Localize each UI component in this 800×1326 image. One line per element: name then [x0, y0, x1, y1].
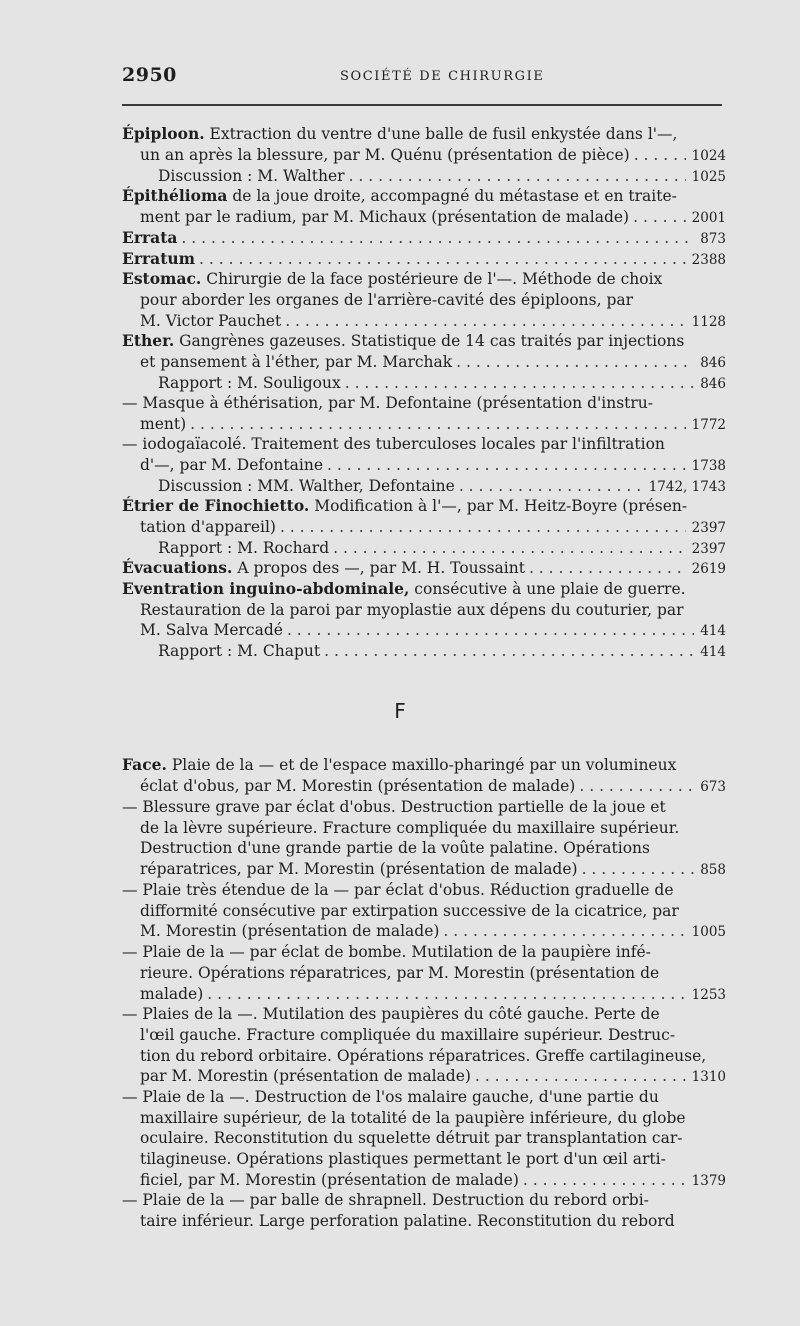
entry-body: malade) — [140, 985, 204, 1003]
dot-leader — [443, 921, 685, 941]
page-reference: 2388 — [691, 252, 726, 268]
index-line — [140, 1066, 726, 1086]
entry-body: d'—, par M. Defontaine — [140, 456, 323, 474]
section-letter-f: F — [394, 699, 406, 723]
entry-body: — iodogaïacolé. Traitement des tuberculoses locales par l'infiltration — [122, 435, 665, 453]
entry-text — [122, 1087, 659, 1107]
entry-body: Restauration de la paroi par myoplastie aux dépens du couturier, par — [140, 601, 684, 619]
index-line — [158, 641, 726, 661]
index-line — [122, 755, 726, 775]
entry-body: M. Victor Pauchet — [140, 312, 282, 330]
index-line — [140, 921, 726, 941]
entry-text — [140, 290, 633, 310]
page-reference: 414 — [700, 644, 726, 660]
entry-body: de la joue droite, accompagné du métastase et en traite- — [227, 187, 677, 205]
index-line — [122, 1190, 726, 1210]
page-reference: 2397 — [691, 520, 726, 536]
entry-body: éclat d'obus, par M. Morestin (présentation de malade) — [140, 777, 576, 795]
entry-heading: Eventration inguino-abdominale, — [122, 579, 410, 598]
dot-leader — [459, 476, 643, 496]
entry-text — [140, 1128, 682, 1148]
entry-text — [122, 942, 651, 962]
entry-text — [122, 1004, 660, 1024]
entry-body: Rapport : M. Rochard — [158, 539, 330, 557]
index-line — [122, 880, 726, 900]
entry-body: M. Salva Mercadé — [140, 621, 283, 639]
page-reference: 1772 — [691, 417, 726, 433]
dot-leader — [333, 538, 686, 558]
index-line — [122, 249, 726, 269]
page-reference: 1253 — [691, 987, 726, 1003]
index-line — [140, 1025, 726, 1045]
entry-text — [140, 1025, 675, 1045]
index-line — [140, 352, 726, 372]
index-line — [140, 1170, 726, 1190]
entry-text — [158, 166, 345, 186]
index-line — [122, 797, 726, 817]
index-line — [122, 393, 726, 413]
page-reference: 414 — [700, 623, 726, 639]
dot-leader — [475, 1066, 686, 1086]
dot-leader — [324, 641, 694, 661]
index-line — [140, 838, 726, 858]
entry-body: de la lèvre supérieure. Fracture compliquée du maxillaire supérieur. — [140, 819, 680, 837]
dot-leader — [280, 517, 686, 537]
page-reference: 846 — [700, 376, 726, 392]
entry-body: oculaire. Reconstitution du squelette détruit par transplantation car- — [140, 1129, 683, 1147]
entry-text — [140, 1211, 675, 1231]
page-reference: 2397 — [691, 541, 726, 557]
page-reference: 1024 — [691, 148, 726, 164]
page-reference: 1742, 1743 — [648, 479, 726, 495]
entry-text — [122, 496, 687, 516]
entry-text — [140, 859, 578, 879]
entry-text — [158, 373, 341, 393]
index-line — [140, 414, 726, 434]
entry-body: Plaie de la — et de l'espace maxillo-pharingé par un volumineux — [166, 756, 677, 774]
entry-body: Destruction d'une grande partie de la voûte palatine. Opérations — [140, 839, 650, 857]
index-line — [140, 963, 726, 983]
index-line — [122, 496, 726, 516]
entry-body: — Plaies de la —. Mutilation des paupières du côté gauche. Perte de — [122, 1005, 660, 1023]
entry-body: — Plaie très étendue de la — par éclat d'obus. Réduction graduelle de — [122, 881, 674, 899]
entry-body: rieure. Opérations réparatrices, par M. Morestin (présentation de — [140, 964, 660, 982]
entry-body: l'œil gauche. Fracture compliquée du maxillaire supérieur. Destruc- — [140, 1026, 676, 1044]
entry-body: Gangrènes gazeuses. Statistique de 14 cas traités par injections — [174, 332, 685, 350]
entry-heading: Évacuations. — [122, 558, 233, 577]
entry-body: Rapport : M. Chaput — [158, 642, 321, 660]
index-line — [122, 579, 726, 599]
entry-heading: Face. — [122, 755, 167, 774]
dot-leader — [190, 414, 686, 434]
index-line — [140, 1211, 726, 1231]
entry-body: maxillaire supérieur, de la totalité de la paupière inférieure, du globe — [140, 1109, 686, 1127]
entry-text — [140, 517, 276, 537]
index-line — [140, 290, 726, 310]
entry-body: Chirurgie de la face postérieure de l'—. Méthode de choix — [201, 270, 663, 288]
entry-body: consécutive à une plaie de guerre. — [409, 580, 686, 598]
index-line — [122, 1087, 726, 1107]
page-reference: 1005 — [691, 924, 726, 940]
dot-leader — [207, 984, 685, 1004]
entry-body: difformité consécutive par extirpation successive de la cicatrice, par — [140, 902, 679, 920]
entry-body: tion du rebord orbitaire. Opérations réparatrices. Greffe cartilagineuse, — [140, 1047, 707, 1065]
index-line — [158, 166, 726, 186]
index-line — [140, 455, 726, 475]
dot-leader — [579, 776, 694, 796]
entry-heading: Épiploon. — [122, 124, 205, 143]
entry-body: Discussion : M. Walther — [158, 167, 345, 185]
entry-text — [122, 1190, 649, 1210]
index-line — [140, 818, 726, 838]
entry-body: — Blessure grave par éclat d'obus. Destruction partielle de la joue et — [122, 798, 666, 816]
index-line — [122, 269, 726, 289]
dot-leader — [523, 1170, 686, 1190]
index-line — [140, 1108, 726, 1128]
index-line — [140, 1149, 726, 1169]
entry-body: un an après la blessure, par M. Quénu (présentation de pièce) — [140, 146, 630, 164]
entry-text — [122, 797, 666, 817]
entry-heading: Erratum — [122, 249, 196, 268]
index-line — [140, 145, 726, 165]
entry-body: Rapport : M. Souligoux — [158, 374, 341, 392]
dot-leader — [181, 228, 694, 248]
index-line — [140, 776, 726, 796]
entry-text — [122, 755, 676, 775]
entry-body: tilagineuse. Opérations plastiques permettant le port d'un œil arti- — [140, 1150, 666, 1168]
entry-heading: Estomac. — [122, 269, 202, 288]
index-line — [140, 901, 726, 921]
dot-leader — [456, 352, 694, 372]
entry-body: Discussion : MM. Walther, Defontaine — [158, 477, 455, 495]
entry-text — [122, 434, 665, 454]
dot-leader — [633, 207, 686, 227]
entry-text — [140, 1066, 471, 1086]
entry-text — [140, 838, 650, 858]
entry-text — [140, 352, 452, 372]
entry-body: ficiel, par M. Morestin (présentation de malade) — [140, 1171, 519, 1189]
entry-text — [122, 331, 684, 351]
entry-body: A propos des —, par M. H. Toussaint — [232, 559, 525, 577]
dot-leader — [345, 373, 695, 393]
dot-leader — [634, 145, 686, 165]
entry-text — [122, 393, 653, 413]
entry-text — [158, 476, 455, 496]
entry-text — [122, 880, 674, 900]
index-line — [122, 558, 726, 578]
page-reference: 846 — [700, 355, 726, 371]
index-line — [140, 207, 726, 227]
index-line — [122, 434, 726, 454]
entry-text — [140, 600, 684, 620]
index-line — [158, 476, 726, 496]
entry-text — [140, 1108, 686, 1128]
entry-text — [122, 186, 677, 206]
entry-heading: Errata — [122, 228, 178, 247]
index-line — [122, 1004, 726, 1024]
entry-text — [140, 145, 630, 165]
page-reference: 1310 — [691, 1069, 726, 1085]
entry-body: réparatrices, par M. Morestin (présentation de malade) — [140, 860, 578, 878]
dot-leader — [199, 249, 686, 269]
page-reference: 1738 — [691, 458, 726, 474]
dot-leader — [349, 166, 686, 186]
entry-body: ment) — [140, 415, 187, 433]
entry-text — [140, 963, 659, 983]
page-reference: 858 — [700, 862, 726, 878]
entry-text — [158, 641, 320, 661]
entry-text — [140, 455, 323, 475]
entry-text — [140, 207, 629, 227]
index-line — [122, 124, 726, 144]
entry-body: et pansement à l'éther, par M. Marchak — [140, 353, 453, 371]
entry-text — [140, 1170, 519, 1190]
header-rule — [122, 104, 722, 106]
entry-body: pour aborder les organes de l'arrière-cavité des épiploons, par — [140, 291, 634, 309]
page-reference: 2001 — [691, 210, 726, 226]
page-reference: 1128 — [691, 314, 726, 330]
entry-body: — Plaie de la —. Destruction de l'os malaire gauche, d'une partie du — [122, 1088, 659, 1106]
entry-body: Extraction du ventre d'une balle de fusil enkystée dans l'—, — [204, 125, 678, 143]
dot-leader — [529, 558, 686, 578]
index-line — [158, 373, 726, 393]
entry-text — [122, 579, 686, 599]
dot-leader — [582, 859, 695, 879]
index-line — [140, 1046, 726, 1066]
entry-body: M. Morestin (présentation de malade) — [140, 922, 440, 940]
index-line — [140, 1128, 726, 1148]
index-line — [140, 620, 726, 640]
entry-body: ment par le radium, par M. Michaux (présentation de malade) — [140, 208, 630, 226]
index-line — [140, 984, 726, 1004]
page-reference: 1379 — [691, 1173, 726, 1189]
page-reference: 2619 — [691, 561, 726, 577]
entry-body: taire inférieur. Large perforation palatine. Reconstitution du rebord — [140, 1212, 675, 1230]
page-number: 2950 — [122, 64, 177, 86]
index-line — [140, 311, 726, 331]
entry-text — [122, 124, 677, 144]
dot-leader — [287, 620, 694, 640]
entry-heading: Ether. — [122, 331, 175, 350]
page-reference: 1025 — [691, 169, 726, 185]
entry-heading: Étrier de Finochietto. — [122, 496, 310, 515]
entry-text — [140, 901, 679, 921]
entry-body: — Plaie de la — par éclat de bombe. Mutilation de la paupière infé- — [122, 943, 651, 961]
index-line — [158, 538, 726, 558]
entry-text — [140, 776, 575, 796]
entry-text — [140, 984, 203, 1004]
entry-text — [140, 620, 283, 640]
index-line — [140, 859, 726, 879]
entry-body: par M. Morestin (présentation de malade) — [140, 1067, 471, 1085]
index-line — [122, 186, 726, 206]
page-reference: 673 — [700, 779, 726, 795]
entry-text — [122, 228, 177, 248]
entry-text — [122, 558, 525, 578]
index-line — [122, 331, 726, 351]
entry-text — [140, 414, 186, 434]
entry-body: Modification à l'—, par M. Heitz-Boyre (présen- — [309, 497, 688, 515]
entry-text — [140, 818, 679, 838]
index-line — [122, 228, 726, 248]
dot-leader — [285, 311, 685, 331]
entry-heading: Épithélioma — [122, 186, 228, 205]
entry-text — [122, 249, 195, 269]
entry-body: tation d'appareil) — [140, 518, 276, 536]
dot-leader — [327, 455, 686, 475]
entry-text — [140, 1149, 666, 1169]
index-line — [140, 517, 726, 537]
running-header-title: SOCIÉTÉ DE CHIRURGIE — [340, 69, 545, 84]
entry-text — [158, 538, 329, 558]
index-line — [140, 600, 726, 620]
entry-text — [140, 1046, 706, 1066]
index-line — [122, 942, 726, 962]
entry-text — [140, 921, 439, 941]
entry-text — [140, 311, 281, 331]
page-reference: 873 — [700, 231, 726, 247]
entry-body: — Plaie de la — par balle de shrapnell. Destruction du rebord orbi- — [122, 1191, 649, 1209]
entry-text — [122, 269, 662, 289]
entry-body: — Masque à éthérisation, par M. Defontaine (présentation d'instru- — [122, 394, 654, 412]
